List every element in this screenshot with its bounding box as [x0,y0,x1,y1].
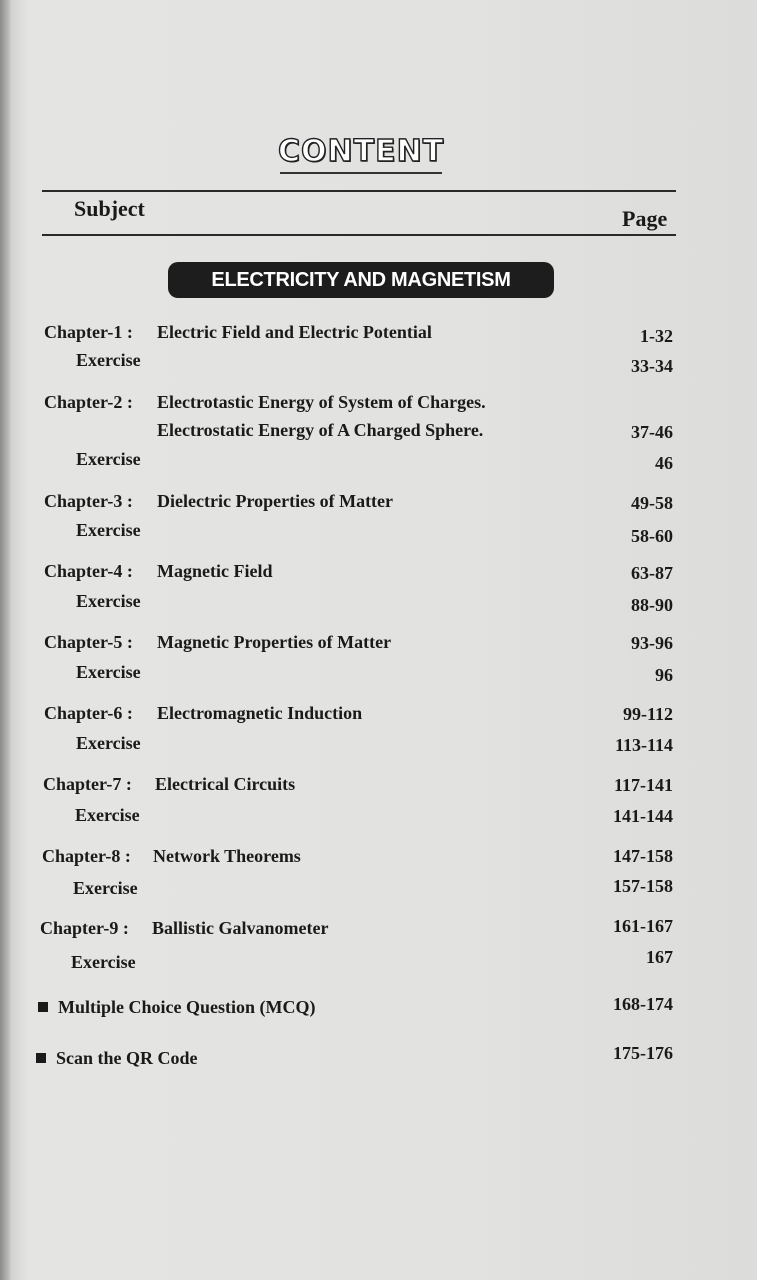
extra-pages: 175-176 [613,1043,673,1063]
chapter-label: Chapter-5 : [44,632,133,652]
exercise-pages: 33-34 [631,356,673,376]
bullet-icon [38,1002,48,1012]
exercise-pages: 157-158 [613,876,673,896]
chapter-pages: 1-32 [640,326,673,346]
exercise-label: Exercise [76,449,141,469]
exercise-pages: 46 [655,453,673,473]
chapter-title: Network Theorems [153,846,301,866]
chapter-title: Electric Field and Electric Potential [157,322,432,342]
chapter-label: Chapter-1 : [44,322,133,342]
chapter-pages: 147-158 [613,846,673,866]
chapter-pages: 99-112 [622,704,673,724]
chapter-label: Chapter-3 : [44,491,133,511]
chapter-label: Chapter-2 : [44,392,133,412]
subject-column-header: Subject [74,196,145,221]
chapter-label: Chapter-9 : [40,918,129,938]
extra-title-text: Multiple Choice Question (MCQ) [58,997,316,1017]
chapter-title: Electromagnetic Induction [157,703,363,723]
exercise-pages: 113-114 [614,735,673,755]
chapter-title: Ballistic Galvanometer [152,918,329,938]
bullet-icon [36,1053,46,1063]
chapter-pages: 93-96 [631,633,673,653]
exercise-label: Exercise [76,350,141,370]
chapter-pages: 49-58 [631,493,673,513]
chapter-label: Chapter-6 : [44,703,133,723]
chapter-label: Chapter-7 : [43,774,132,794]
exercise-pages: 96 [655,665,673,685]
exercise-label: Exercise [76,662,141,682]
chapter-pages: 117-141 [613,775,673,795]
exercise-label: Exercise [73,878,138,898]
exercise-label: Exercise [76,733,141,753]
extra-title [36,1048,198,1069]
page-spine-shadow [0,0,10,1280]
chapter-pages: 161-167 [613,916,673,936]
extra-title [38,997,315,1018]
chapter-title: Magnetic Properties of Matter [157,632,392,652]
chapter-title: Magnetic Field [157,561,273,581]
chapter-title: Electrotastic Energy of System of Charges. [157,392,486,412]
section-banner: ELECTRICITY AND MAGNETISM [168,262,554,298]
exercise-pages: 58-60 [631,526,673,546]
page-column-header: Page [622,206,668,231]
chapter-title: Electrical Circuits [155,774,296,794]
exercise-pages: 141-144 [613,806,673,826]
extra-title-text: Scan the QR Code [56,1048,198,1068]
chapter-pages: 63-87 [631,563,673,583]
chapter-pages: 37-46 [631,422,673,442]
title-underline [280,172,442,174]
chapter-title: Dielectric Properties of Matter [157,491,394,511]
exercise-pages: 167 [646,947,673,967]
exercise-label: Exercise [75,805,140,825]
exercise-label: Exercise [76,591,141,611]
exercise-label: Exercise [71,952,136,972]
page-title: CONTENT [278,134,445,169]
exercise-pages: 88-90 [631,595,673,615]
exercise-label: Exercise [76,520,141,540]
chapter-label: Chapter-4 : [44,561,133,581]
header-rule-top [42,190,676,192]
chapter-title-continued: Electrostatic Energy of A Charged Sphere. [157,420,484,440]
header-rule-bottom [42,234,676,236]
chapter-label: Chapter-8 : [42,846,131,866]
extra-pages: 168-174 [613,994,673,1014]
